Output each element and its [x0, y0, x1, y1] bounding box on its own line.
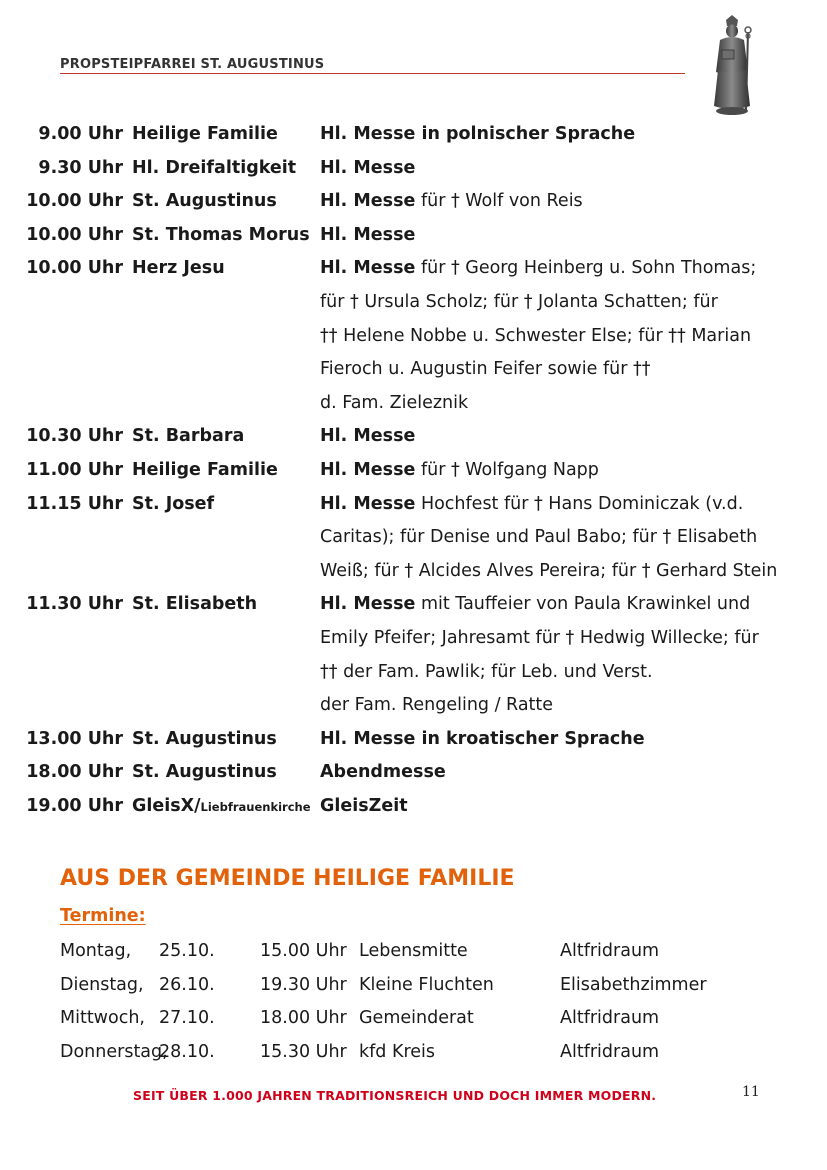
- schedule-row: [0, 454, 827, 488]
- schedule-row: [0, 320, 827, 354]
- mass-time: 11.30 Uhr: [26, 594, 123, 615]
- mass-intention: mit Tauffeier von Paula Krawinkel und: [415, 594, 751, 615]
- event-day: Donnerstag,: [60, 1041, 168, 1062]
- schedule-row: [0, 387, 827, 421]
- schedule-row: [0, 420, 827, 454]
- church-name-suffix: Liebfrauenkirche: [200, 799, 311, 814]
- event-room: Altfridraum: [560, 1041, 660, 1062]
- mass-description: [320, 488, 743, 522]
- church-name-text: GleisX/: [132, 795, 201, 816]
- event-day: Montag,: [60, 941, 132, 961]
- event-row: [0, 1036, 827, 1070]
- mass-time: 18.00 Uhr: [26, 762, 123, 783]
- schedule-row: [0, 622, 827, 656]
- schedule-row: [0, 656, 827, 690]
- mass-type: Hl. Messe in polnischer Sprache: [320, 124, 636, 144]
- mass-time: 10.30 Uhr: [26, 426, 123, 447]
- schedule-row: [0, 555, 827, 589]
- mass-description: [320, 756, 446, 790]
- event-time: 15.00 Uhr: [260, 941, 347, 961]
- section-title: AUS DER GEMEINDE HEILIGE FAMILIE: [60, 866, 515, 891]
- event-time: 18.00 Uhr: [260, 1008, 347, 1029]
- schedule-row: [0, 185, 827, 219]
- mass-time: 10.00 Uhr: [26, 258, 123, 279]
- mass-type: Hl. Messe: [320, 191, 416, 212]
- schedule-row: [0, 353, 827, 387]
- mass-description: [320, 353, 650, 387]
- mass-description: [320, 152, 415, 186]
- mass-description: [320, 521, 757, 555]
- mass-type: Hl. Messe: [320, 594, 416, 615]
- mass-intention: der Fam. Rengeling / Ratte: [320, 695, 554, 716]
- schedule-row: [0, 286, 827, 320]
- event-day: Dienstag,: [60, 974, 144, 995]
- church-name: [132, 118, 278, 152]
- event-room: Altfridraum: [560, 941, 660, 961]
- church-name: [132, 454, 278, 488]
- schedule-row: [0, 152, 827, 186]
- event-row: [0, 1002, 827, 1036]
- church-name-text: Heilige Familie: [132, 459, 278, 480]
- church-name-text: St. Augustinus: [132, 728, 277, 749]
- church-name: [132, 420, 244, 454]
- mass-time: 13.00 Uhr: [26, 728, 123, 749]
- mass-intention: für † Wolfgang Napp: [415, 459, 599, 480]
- church-name: [132, 152, 296, 186]
- mass-description: [320, 219, 415, 253]
- mass-intention: Weiß; für † Alcides Alves Pereira; für † Gerhard Stein: [320, 560, 778, 581]
- mass-description: [320, 656, 653, 690]
- event-day: Mittwoch,: [60, 1008, 145, 1029]
- event-title: Kleine Fluchten: [359, 974, 494, 995]
- mass-type: Hl. Messe: [320, 493, 416, 514]
- church-name: [132, 756, 277, 790]
- church-name-text: St. Augustinus: [132, 191, 277, 212]
- event-room: Elisabethzimmer: [560, 974, 707, 995]
- church-name: [132, 790, 311, 825]
- mass-intention: †† der Fam. Pawlik; für Leb. und Verst.: [320, 661, 653, 682]
- mass-description: [320, 723, 645, 757]
- church-name: [132, 185, 277, 219]
- schedule-row: [0, 252, 827, 286]
- saint-statue-icon: [706, 14, 758, 116]
- event-date: 28.10.: [159, 1041, 215, 1062]
- mass-intention: für † Ursula Scholz; für † Jolanta Schatten; für: [320, 291, 718, 312]
- church-name-text: Herz Jesu: [132, 258, 225, 279]
- mass-intention: für † Georg Heinberg u. Sohn Thomas;: [415, 258, 757, 279]
- mass-description: [320, 320, 751, 354]
- schedule-row: [0, 219, 827, 253]
- event-title: Lebensmitte: [359, 941, 468, 961]
- event-time: 15.30 Uhr: [260, 1041, 347, 1062]
- church-name-text: St. Josef: [132, 493, 215, 514]
- mass-intention: Emily Pfeifer; Jahresamt für † Hedwig Willecke; für: [320, 627, 759, 648]
- mass-time: 19.00 Uhr: [26, 795, 123, 816]
- mass-intention: Fieroch u. Augustin Feifer sowie für ††: [320, 359, 651, 380]
- mass-intention: für † Wolf von Reis: [415, 191, 583, 212]
- event-date: 27.10.: [159, 1008, 215, 1029]
- mass-intention: †† Helene Nobbe u. Schwester Else; für †† Marian: [320, 325, 752, 346]
- schedule-row: [0, 790, 827, 824]
- mass-description: [320, 790, 408, 824]
- schedule-row: [0, 689, 827, 723]
- event-date: 26.10.: [159, 974, 215, 995]
- schedule-row: [0, 723, 827, 757]
- header-divider: [60, 73, 685, 74]
- header-title: PROPSTEIPFARREI ST. AUGUSTINUS: [60, 57, 325, 72]
- church-name-text: St. Thomas Morus: [132, 224, 310, 245]
- church-name: [132, 252, 225, 286]
- mass-description: [320, 252, 756, 286]
- mass-description: [320, 588, 750, 622]
- mass-intention: d. Fam. Zieleznik: [320, 392, 469, 413]
- schedule-row: [0, 118, 827, 152]
- mass-schedule: [0, 118, 827, 823]
- mass-type: Abendmesse: [320, 762, 446, 783]
- event-date: 25.10.: [159, 941, 215, 961]
- mass-description: [320, 622, 759, 656]
- church-name: [132, 219, 310, 253]
- mass-type: Hl. Messe in kroatischer Sprache: [320, 728, 645, 749]
- event-row: [0, 935, 827, 969]
- mass-description: [320, 420, 415, 454]
- mass-description: [320, 689, 553, 723]
- church-name-text: Hl. Dreifaltigkeit: [132, 157, 297, 178]
- mass-type: Hl. Messe: [320, 157, 416, 178]
- church-name-text: St. Augustinus: [132, 762, 277, 783]
- mass-type: Hl. Messe: [320, 459, 416, 480]
- termine-label: Termine:: [60, 906, 146, 926]
- mass-type: Hl. Messe: [320, 258, 416, 279]
- church-name: [132, 588, 257, 622]
- mass-time: 9.30 Uhr: [38, 157, 123, 178]
- mass-description: [320, 185, 583, 219]
- mass-time: 10.00 Uhr: [26, 191, 123, 212]
- mass-time: 10.00 Uhr: [26, 224, 123, 245]
- mass-description: [320, 387, 468, 421]
- mass-intention: Hochfest für † Hans Dominiczak (v.d.: [415, 493, 744, 514]
- mass-description: [320, 555, 777, 589]
- schedule-row: [0, 521, 827, 555]
- event-row: [0, 969, 827, 1003]
- event-title: Gemeinderat: [359, 1008, 474, 1029]
- mass-description: [320, 454, 599, 488]
- mass-type: Hl. Messe: [320, 426, 416, 447]
- church-name-text: St. Barbara: [132, 426, 245, 447]
- church-name-text: St. Elisabeth: [132, 594, 258, 615]
- mass-time: 11.15 Uhr: [26, 493, 123, 514]
- event-title: kfd Kreis: [359, 1041, 435, 1062]
- event-room: Altfridraum: [560, 1008, 660, 1029]
- church-name: [132, 723, 277, 757]
- page-number: 11: [742, 1084, 760, 1100]
- event-time: 19.30 Uhr: [260, 974, 347, 995]
- mass-type: Hl. Messe: [320, 224, 416, 245]
- church-name: [132, 488, 214, 522]
- mass-intention: Caritas); für Denise und Paul Babo; für † Elisabeth: [320, 527, 758, 548]
- mass-description: [320, 286, 718, 320]
- mass-type: GleisZeit: [320, 795, 408, 816]
- schedule-row: [0, 488, 827, 522]
- mass-time: 11.00 Uhr: [26, 459, 123, 480]
- footer-motto: SEIT ÜBER 1.000 JAHREN TRADITIONSREICH UND DOCH IMMER MODERN.: [133, 1088, 657, 1103]
- schedule-row: [0, 588, 827, 622]
- events-list: [0, 935, 827, 1069]
- schedule-row: [0, 756, 827, 790]
- mass-time: 9.00 Uhr: [38, 124, 123, 144]
- mass-description: [320, 118, 635, 152]
- church-name-text: Heilige Familie: [132, 124, 278, 144]
